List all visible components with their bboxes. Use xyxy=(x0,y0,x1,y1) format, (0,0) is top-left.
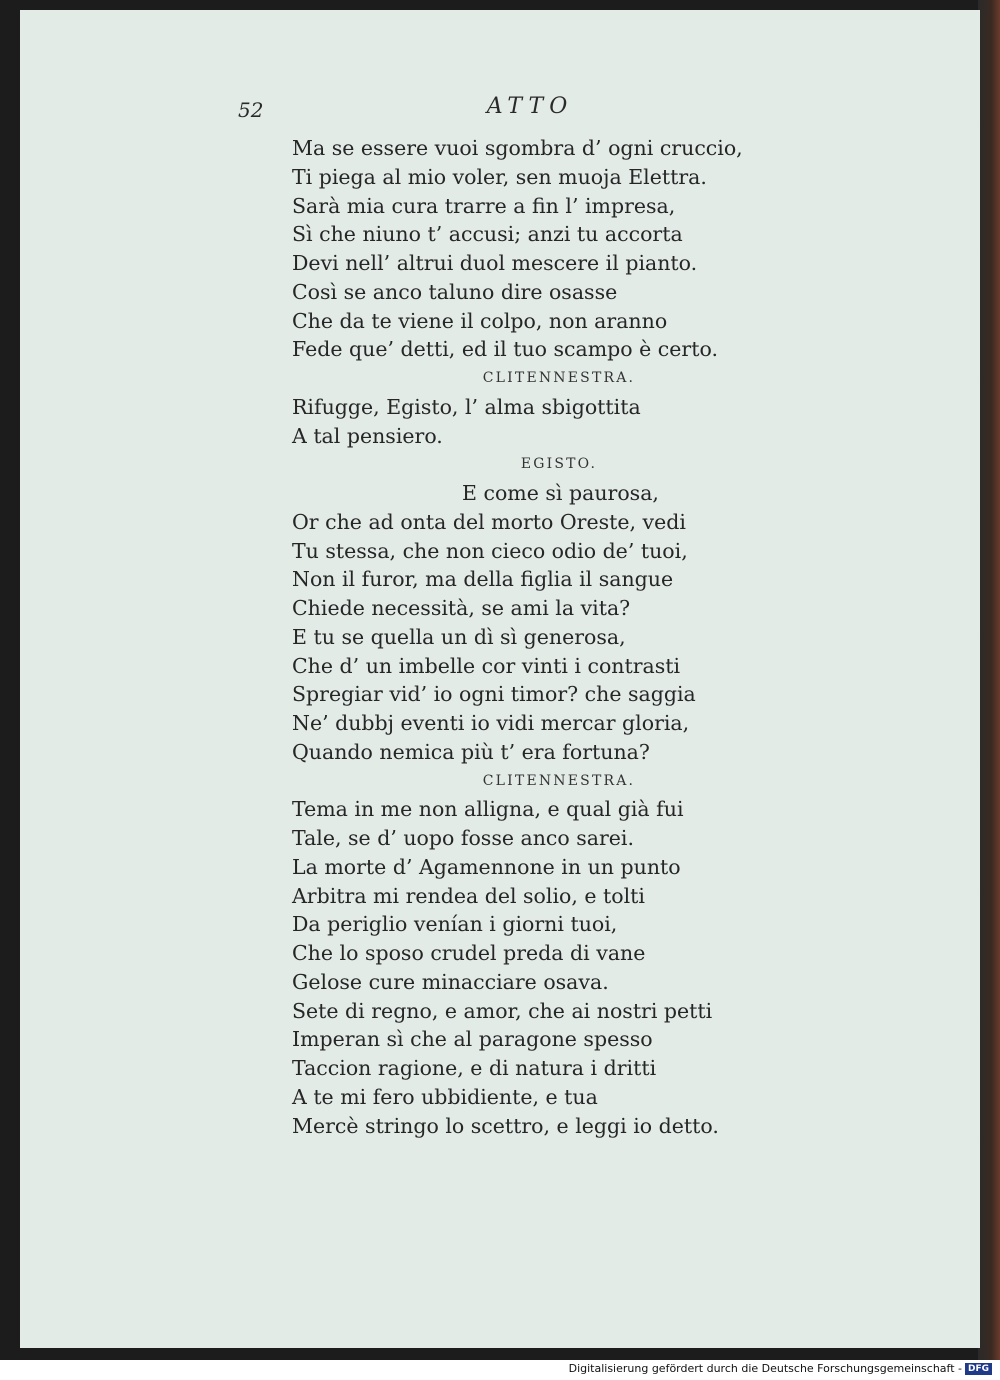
verse-line: Imperan sì che al paragone spesso xyxy=(292,1027,653,1052)
verse-line: Rifugge, Egisto, l’ alma sbigottita xyxy=(292,394,641,419)
dfg-logo: DFG xyxy=(965,1363,992,1375)
verse-line: Sete di regno, e amor, che ai nostri petti xyxy=(292,998,713,1023)
book-edge xyxy=(978,0,1000,1360)
verse-line: La morte d’ Agamennone in un punto xyxy=(292,854,681,879)
verse-line: Fede que’ detti, ed il tuo scampo è certo. xyxy=(292,337,718,362)
verse-line: Che d’ un imbelle cor vinti i contrasti xyxy=(292,653,681,678)
verse-line: Così se anco taluno dire osasse xyxy=(292,279,618,304)
page-number: 52 xyxy=(238,98,264,122)
verse-line: Ti piega al mio voler, sen muoja Elettra. xyxy=(292,164,707,189)
verse-line: A te mi fero ubbidiente, e tua xyxy=(292,1084,598,1109)
verse-line: Devi nell’ altrui duol mescere il pianto. xyxy=(292,251,698,275)
funding-note: Digitalisierung gefördert durch die Deutsche Forschungsgemeinschaft - xyxy=(568,1362,962,1375)
verse-line: Tu stessa, che non cieco odio de’ tuoi, xyxy=(292,538,688,563)
verse-line: Sì che niuno t’ accusi; anzi tu accorta xyxy=(292,222,683,247)
verse-line: Che lo sposo crudel preda di vane xyxy=(292,941,646,965)
verse-line: Quando nemica più t’ era fortuna? xyxy=(292,739,650,764)
verse-text-block xyxy=(292,134,772,1140)
verse-line: A tal pensiero. xyxy=(292,423,443,448)
verse-line: Gelose cure minacciare osava. xyxy=(292,969,609,994)
verse-line: Or che ad onta del morto Oreste, vedi xyxy=(292,509,686,534)
speaker-name: CLITENNESTRA. xyxy=(482,772,636,789)
verse-line: Che da te viene il colpo, non aranno xyxy=(292,308,668,333)
verse-line: Tema in me non alligna, e qual già fui xyxy=(292,797,684,822)
verse-line: Spregiar vid’ io ogni timor? che saggia xyxy=(292,682,696,707)
verse-line: Taccion ragione, e di natura i dritti xyxy=(292,1056,657,1080)
running-head: ATTO xyxy=(486,94,574,119)
verse-line: Ne’ dubbj eventi io vidi mercar gloria, xyxy=(292,711,690,735)
verse-line: E tu se quella un dì sì generosa, xyxy=(292,624,626,649)
verse-line: Arbitra mi rendea del solio, e tolti xyxy=(292,883,645,908)
verse-line: Non il furor, ma della figlia il sangue xyxy=(292,567,674,592)
verse-line: Da periglio venían i giorni tuoi, xyxy=(292,912,618,937)
verse-line: Ma se essere vuoi sgombra d’ ogni cruccio, xyxy=(292,136,743,160)
verse-line: Tale, se d’ uopo fosse anco sarei. xyxy=(292,826,635,850)
verse-line: Sarà mia cura trarre a fin l’ impresa, xyxy=(292,193,676,218)
speaker-name: CLITENNESTRA. xyxy=(482,370,636,386)
speaker-name: EGISTO. xyxy=(520,456,598,473)
funding-footer xyxy=(569,1362,992,1375)
verse-line: Mercè stringo lo scettro, e leggi io detto. xyxy=(292,1113,719,1138)
verse-line: E come sì paurosa, xyxy=(462,481,659,505)
verse-line: Chiede necessità, se ami la vita? xyxy=(292,596,631,620)
